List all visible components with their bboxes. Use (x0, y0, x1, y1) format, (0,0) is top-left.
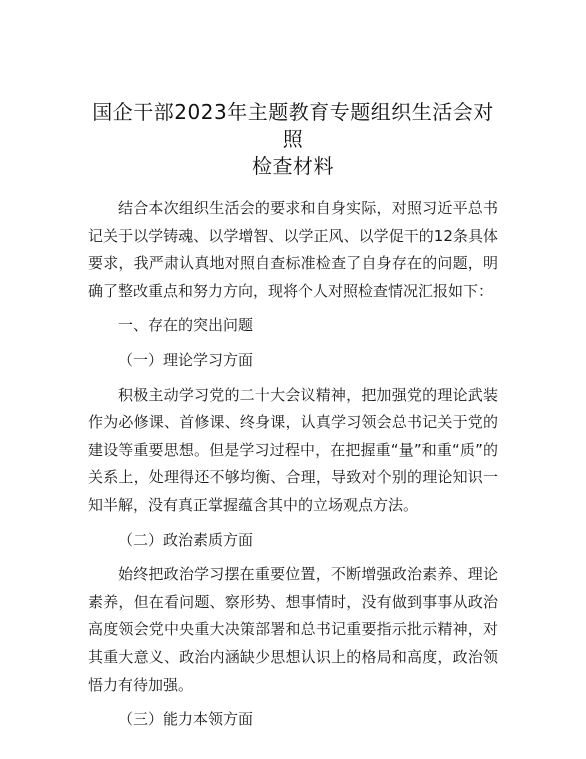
subsection-heading-theory: （一）理论学习方面 (118, 350, 254, 369)
title-line-1: 国企干部2023年主题教育专题组织生活会对照 (92, 100, 494, 151)
document-title (88, 99, 498, 180)
intro-paragraph: 结合本次组织生活会的要求和自身实际，对照习近平总书记关于以学铸魂、以学增智、以学正风、以学促干的12条具体要求，我严肃认真地对照自查标准检查了自身存在的问题，明确了整改重点和努力方向，现将个人对照检查情况汇报如下： (88, 199, 498, 300)
document-body (88, 195, 498, 734)
section-heading-problems: 一、存在的突出问题 (118, 316, 254, 335)
paragraph-theory: 积极主动学习党的二十大会议精神，把加强党的理论武装作为必修课、首修课、终身课，认真学习领会总书记关于党的建设等重要思想。但是学习过程中，在把握重“量”和重“质”的关系上，处理得还不够均衡、合理，导致对个别的理论知识一知半解，没有真正掌握蕴含其中的立场观点方法。 (88, 385, 498, 514)
paragraph-politics: 始终把政治学习摆在重要位置，不断增强政治素养、理论素养，但在看问题、察形势、想事情时，没有做到事事从政治高度领会党中央重大决策部署和总书记重要指示批示精神，对其重大意义、政治内涵缺少思想认识上的格局和高度，政治领悟力有待加强。 (88, 565, 498, 694)
title-line-2: 检查材料 (252, 154, 334, 178)
subsection-heading-politics: （二）政治素质方面 (118, 530, 254, 549)
subsection-heading-ability: （三）能力本领方面 (118, 710, 254, 729)
